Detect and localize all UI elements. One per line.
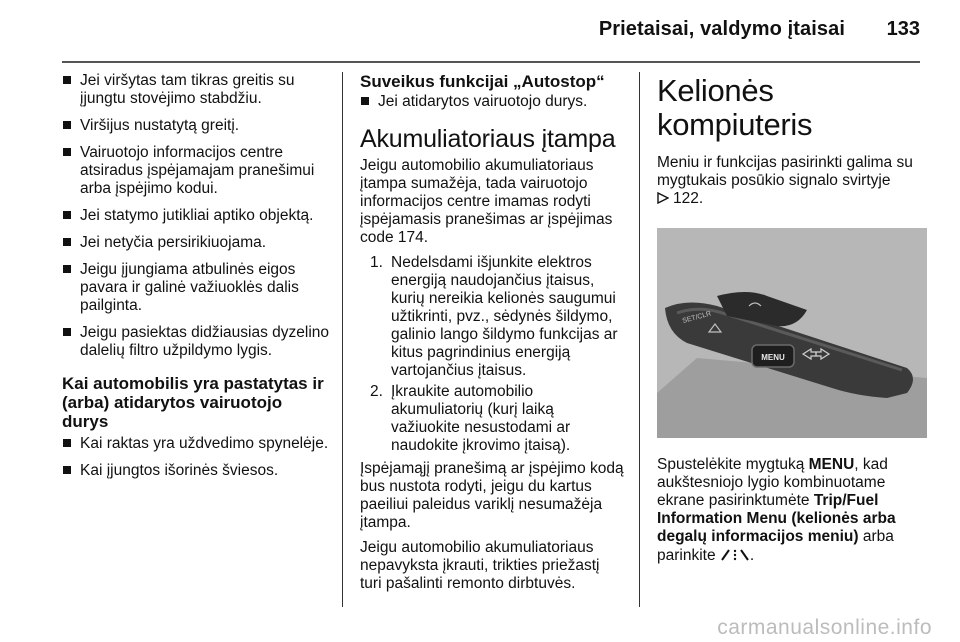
bullet-icon xyxy=(63,466,71,474)
turn-signal-stalk-figure xyxy=(657,228,927,438)
column-divider xyxy=(639,72,640,607)
list-item: Jei viršytas tam tikras greitis su įjungtu stovėjimo stabdžiu. xyxy=(62,72,330,108)
bullet-icon xyxy=(361,97,369,105)
watermark: carmanualsonline.info xyxy=(717,616,932,639)
subheading-parked: Kai automobilis yra pastatytas ir (arba) atidarytos vairuotojo durys xyxy=(62,374,324,431)
paragraph: Įspėjamąjį pranešimą ar įspėjimo kodą bus nustota rodyti, jeigu du kartus paeiliui paleidus variklį nesumažėja įtampa. xyxy=(360,460,624,531)
page-header xyxy=(0,0,960,62)
bullet-icon xyxy=(63,148,71,156)
bullet-icon xyxy=(63,76,71,84)
subheading-autostop: Suveikus funkcijai „Autostop“ xyxy=(360,72,605,91)
list-item: Kai raktas yra uždvedimo spynelėje. xyxy=(62,435,330,453)
bullet-icon xyxy=(63,265,71,273)
stalk-illustration xyxy=(657,228,927,438)
list-item: Viršijus nustatytą greitį. xyxy=(62,117,330,135)
heading-battery: Akumuliatoriaus įtampa xyxy=(360,125,616,153)
column-divider xyxy=(342,72,343,607)
paragraph: Jeigu automobilio akumuliatoriaus įtampa sumažėja, tada vairuotojo informacijos centre imamas rodyti įspėjamasis pranešimas ar įspėjimas code 174. xyxy=(360,157,613,246)
list-item: Jei statymo jutikliai aptiko objektą. xyxy=(62,207,330,225)
paragraph: Jeigu automobilio akumuliatoriaus nepavyksta įkrauti, trikties priežastį turi pašalinti remonto dirbtuvės. xyxy=(360,539,600,592)
heading-trip-computer: Kelionės kompiuteris xyxy=(657,73,813,142)
list-item: 2. Įkraukite automobilio akumuliatorių (kurį laiką važiuokite nesustodami ar naudokite įkrovimo įtaisą). xyxy=(370,383,571,454)
bullet-icon xyxy=(63,439,71,447)
list-item: Jei atidarytos vairuotojo durys. xyxy=(360,93,625,111)
paragraph: Meniu ir funkcijas pasirinkti galima su mygtukais posūkio signalo svirtyje 122. xyxy=(657,154,913,207)
paragraph-menu: Spustelėkite mygtuką MENU, kad aukštesniojo lygio kombinuotame ekrane pasirinktumėte Trip/Fuel Information Menu (kelionės arba degalų informacijos meniu) arba parinkite . xyxy=(657,456,896,564)
list-item: Jeigu įjungiama atbulinės eigos pavara ir galinė važiuoklės dalis pailginta. xyxy=(62,261,330,315)
header-rule xyxy=(62,61,920,63)
bullet-icon xyxy=(63,211,71,219)
bullet-icon xyxy=(63,121,71,129)
numbered-list xyxy=(370,254,625,455)
list-item: Jei netyčia persirikiuojama. xyxy=(62,234,330,252)
page-reference[interactable]: 122. xyxy=(673,190,704,207)
bullet-list-autostop xyxy=(360,93,625,111)
column-1 xyxy=(62,72,330,489)
list-item: Kai įjungtos išorinės šviesos. xyxy=(62,462,330,480)
stalk-set-label: SET/CLR xyxy=(681,310,713,325)
bullet-list-bottom xyxy=(62,435,330,480)
list-item: Jeigu pasiektas didžiausias dyzelino dalelių filtro užpildymo lygis. xyxy=(62,324,330,360)
bullet-list-top xyxy=(62,72,330,360)
bullet-icon xyxy=(63,328,71,336)
page-reference-icon xyxy=(657,192,669,204)
section-title: Prietaisai, valdymo įtaisai xyxy=(598,18,845,40)
column-2 xyxy=(360,72,625,600)
list-item: 1. Nedelsdami išjunkite elektros energiją naudojančius įtaisus, kurių nereikia kelionės saugumui užtikrinti, pvz., sėdynės šildymo, galinio lango šildymo funkcijas ar kitus pagrindinius energiją vartojančius įtaisus. xyxy=(370,254,618,379)
menu-select-icon xyxy=(720,548,750,562)
page-number: 133 xyxy=(886,18,920,40)
bullet-icon xyxy=(63,238,71,246)
list-item: Vairuotojo informacijos centre atsiradus įspėjamajam pranešimui arba įspėjimo kodui. xyxy=(62,144,330,198)
column-3 xyxy=(657,72,927,572)
menu-button-label: MENU xyxy=(761,353,785,362)
